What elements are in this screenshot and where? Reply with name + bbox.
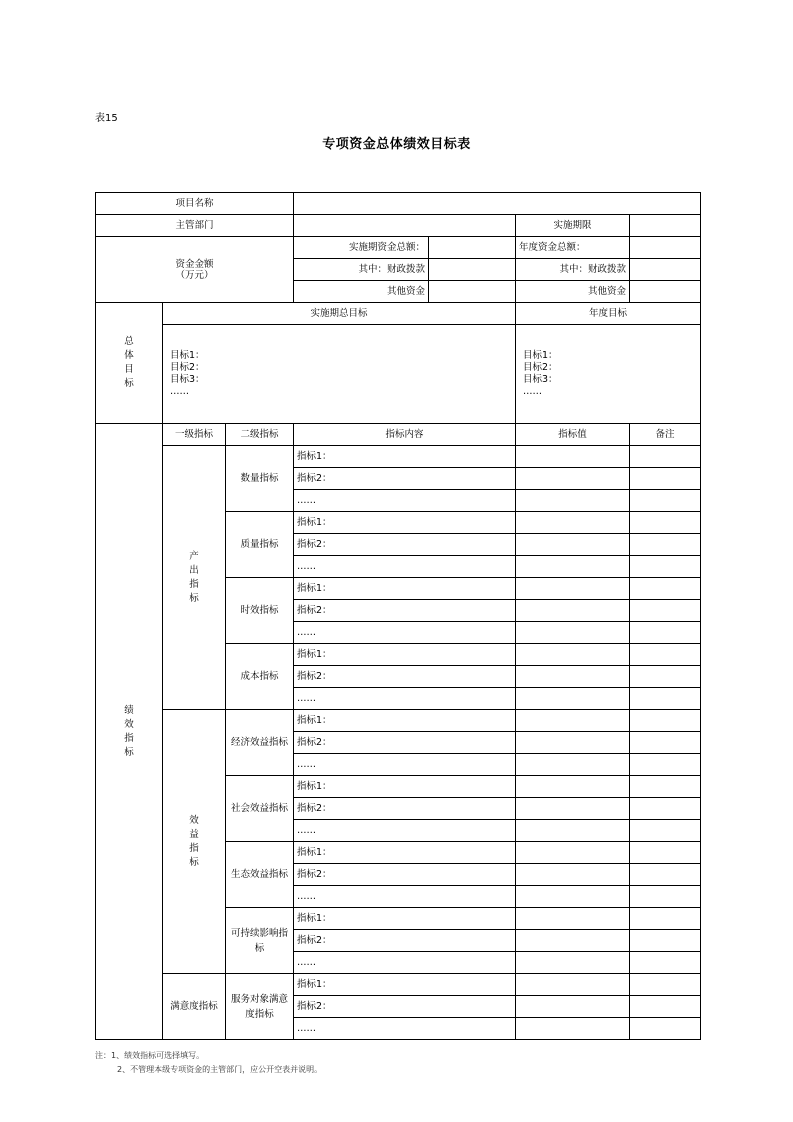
indicator-value bbox=[516, 512, 630, 534]
indicator-value bbox=[516, 688, 630, 710]
period-goal-content bbox=[163, 325, 516, 424]
period-goal-item: 目标2： bbox=[170, 362, 205, 373]
indicator-remark bbox=[630, 534, 701, 556]
table-number: 表15 bbox=[95, 113, 118, 124]
indicator-value bbox=[516, 798, 630, 820]
period-total-value bbox=[429, 237, 516, 259]
year-total-label: 年度资金总额： bbox=[516, 237, 630, 259]
level2-indicator: 社会效益指标 bbox=[226, 776, 294, 842]
indicator-value bbox=[516, 886, 630, 908]
dept-value bbox=[294, 215, 516, 237]
indicator-remark bbox=[630, 974, 701, 996]
dept-label: 主管部门 bbox=[96, 215, 294, 237]
period-other-label: 其他资金 bbox=[294, 281, 429, 303]
year-goal-item: 目标3： bbox=[523, 374, 558, 385]
project-name-value bbox=[294, 193, 701, 215]
level1-indicator-label: 效益指标 bbox=[189, 814, 199, 868]
indicator-remark bbox=[630, 710, 701, 732]
indicator-content: 指标1： bbox=[294, 446, 516, 468]
indicator-content: …… bbox=[294, 622, 516, 644]
indicator-remark bbox=[630, 600, 701, 622]
performance-goal-table bbox=[95, 192, 701, 1040]
indicator-content: 指标1： bbox=[294, 974, 516, 996]
indicator-remark bbox=[630, 446, 701, 468]
indicator-content: …… bbox=[294, 490, 516, 512]
indicator-value bbox=[516, 842, 630, 864]
indicator-remark bbox=[630, 798, 701, 820]
indicator-remark bbox=[630, 688, 701, 710]
indicator-remark bbox=[630, 820, 701, 842]
indicator-content: 指标2： bbox=[294, 534, 516, 556]
period-label: 实施期限 bbox=[516, 215, 630, 237]
indicator-value bbox=[516, 644, 630, 666]
period-total-label: 实施期资金总额： bbox=[294, 237, 429, 259]
indicator-remark bbox=[630, 512, 701, 534]
indicator-remark bbox=[630, 578, 701, 600]
level1-indicator-label: 产出指标 bbox=[189, 550, 199, 604]
indicator-value bbox=[516, 754, 630, 776]
indicator-remark bbox=[630, 666, 701, 688]
indicator-value bbox=[516, 622, 630, 644]
indicator-value bbox=[516, 776, 630, 798]
indicator-value bbox=[516, 1018, 630, 1040]
indicator-content: …… bbox=[294, 820, 516, 842]
indicator-remark bbox=[630, 732, 701, 754]
footnote-2: 2、不管理本级专项资金的主管部门，应公开空表并说明。 bbox=[117, 1065, 323, 1074]
period-fiscal-label: 其中：财政拨款 bbox=[294, 259, 429, 281]
year-fiscal-label: 其中：财政拨款 bbox=[516, 259, 630, 281]
table-row bbox=[96, 446, 701, 468]
level1-indicator bbox=[163, 710, 226, 974]
level1-indicator bbox=[163, 974, 226, 1040]
indicator-remark bbox=[630, 776, 701, 798]
indicator-content: 指标1： bbox=[294, 842, 516, 864]
indicator-content: 指标2： bbox=[294, 798, 516, 820]
fund-amount-text: 资金金额 bbox=[175, 258, 214, 270]
indicator-content: 指标1： bbox=[294, 710, 516, 732]
col-level2-header: 二级指标 bbox=[226, 424, 294, 446]
level2-indicator: 质量指标 bbox=[226, 512, 294, 578]
indicator-remark bbox=[630, 644, 701, 666]
indicator-value bbox=[516, 930, 630, 952]
indicator-content: 指标2： bbox=[294, 996, 516, 1018]
year-fiscal-value bbox=[630, 259, 701, 281]
period-value bbox=[630, 215, 701, 237]
page-title: 专项资金总体绩效目标表 bbox=[322, 137, 471, 152]
period-goal-item: …… bbox=[170, 386, 189, 397]
year-goal-content bbox=[516, 325, 701, 424]
indicator-remark bbox=[630, 930, 701, 952]
indicator-content: 指标1： bbox=[294, 512, 516, 534]
indicator-content: …… bbox=[294, 1018, 516, 1040]
project-name-label: 项目名称 bbox=[96, 193, 294, 215]
indicator-content: …… bbox=[294, 556, 516, 578]
indicator-value bbox=[516, 864, 630, 886]
indicator-value bbox=[516, 820, 630, 842]
indicator-content: …… bbox=[294, 688, 516, 710]
indicator-remark bbox=[630, 996, 701, 1018]
level2-indicator: 可持续影响指标 bbox=[226, 908, 294, 974]
indicator-content: 指标2： bbox=[294, 666, 516, 688]
level2-indicator: 数量指标 bbox=[226, 446, 294, 512]
indicator-remark bbox=[630, 864, 701, 886]
indicator-remark bbox=[630, 886, 701, 908]
indicator-value bbox=[516, 974, 630, 996]
indicator-value bbox=[516, 710, 630, 732]
year-goal-item: 目标2： bbox=[523, 362, 558, 373]
table-row bbox=[96, 974, 701, 996]
col-value-header: 指标值 bbox=[516, 424, 630, 446]
col-level1-header: 一级指标 bbox=[163, 424, 226, 446]
year-other-label: 其他资金 bbox=[516, 281, 630, 303]
overall-goal-section bbox=[96, 303, 163, 424]
period-other-value bbox=[429, 281, 516, 303]
level1-indicator bbox=[163, 446, 226, 710]
table-row bbox=[96, 710, 701, 732]
indicator-value bbox=[516, 908, 630, 930]
footnotes bbox=[95, 1049, 322, 1077]
indicator-content: 指标2： bbox=[294, 930, 516, 952]
indicator-content: …… bbox=[294, 952, 516, 974]
year-total-value bbox=[630, 237, 701, 259]
col-remark-header: 备注 bbox=[630, 424, 701, 446]
indicator-content: 指标1： bbox=[294, 908, 516, 930]
indicator-content: …… bbox=[294, 886, 516, 908]
overall-goal-label: 总体目标 bbox=[124, 336, 134, 389]
indicators-section-label: 绩效指标 bbox=[124, 704, 134, 758]
indicator-value bbox=[516, 600, 630, 622]
period-goal-item: 目标1： bbox=[170, 350, 205, 361]
level1-indicator-label: 满意度指标 bbox=[170, 1001, 218, 1012]
indicator-remark bbox=[630, 622, 701, 644]
year-goal-header: 年度目标 bbox=[516, 303, 701, 325]
indicator-value bbox=[516, 556, 630, 578]
level2-indicator: 经济效益指标 bbox=[226, 710, 294, 776]
indicator-remark bbox=[630, 842, 701, 864]
indicators-section bbox=[96, 424, 163, 1040]
indicator-remark bbox=[630, 952, 701, 974]
indicator-remark bbox=[630, 556, 701, 578]
indicator-remark bbox=[630, 1018, 701, 1040]
period-fiscal-value bbox=[429, 259, 516, 281]
col-content-header: 指标内容 bbox=[294, 424, 516, 446]
indicator-value bbox=[516, 490, 630, 512]
indicator-remark bbox=[630, 908, 701, 930]
year-goal-item: 目标1： bbox=[523, 350, 558, 361]
fund-amount-label bbox=[96, 237, 294, 303]
indicator-value bbox=[516, 446, 630, 468]
indicator-content: 指标2： bbox=[294, 732, 516, 754]
indicator-remark bbox=[630, 490, 701, 512]
indicator-value bbox=[516, 666, 630, 688]
year-other-value bbox=[630, 281, 701, 303]
indicator-content: 指标2： bbox=[294, 600, 516, 622]
period-goal-header: 实施期总目标 bbox=[163, 303, 516, 325]
indicator-content: 指标2： bbox=[294, 864, 516, 886]
footnote-1: 注：1、绩效指标可选择填写。 bbox=[95, 1051, 205, 1060]
period-goal-item: 目标3： bbox=[170, 374, 205, 385]
indicator-content: …… bbox=[294, 754, 516, 776]
indicator-content: 指标1： bbox=[294, 776, 516, 798]
indicator-value bbox=[516, 468, 630, 490]
indicator-remark bbox=[630, 754, 701, 776]
level2-indicator: 服务对象满意度指标 bbox=[226, 974, 294, 1040]
indicator-value bbox=[516, 996, 630, 1018]
indicator-content: 指标1： bbox=[294, 644, 516, 666]
indicator-content: 指标1： bbox=[294, 578, 516, 600]
indicator-value bbox=[516, 952, 630, 974]
indicator-value bbox=[516, 534, 630, 556]
level2-indicator: 时效指标 bbox=[226, 578, 294, 644]
indicator-value bbox=[516, 578, 630, 600]
indicator-value bbox=[516, 732, 630, 754]
year-goal-item: …… bbox=[523, 386, 543, 397]
level2-indicator: 成本指标 bbox=[226, 644, 294, 710]
indicator-remark bbox=[630, 468, 701, 490]
level2-indicator: 生态效益指标 bbox=[226, 842, 294, 908]
fund-unit-text: （万元） bbox=[175, 269, 214, 281]
indicator-content: 指标2： bbox=[294, 468, 516, 490]
